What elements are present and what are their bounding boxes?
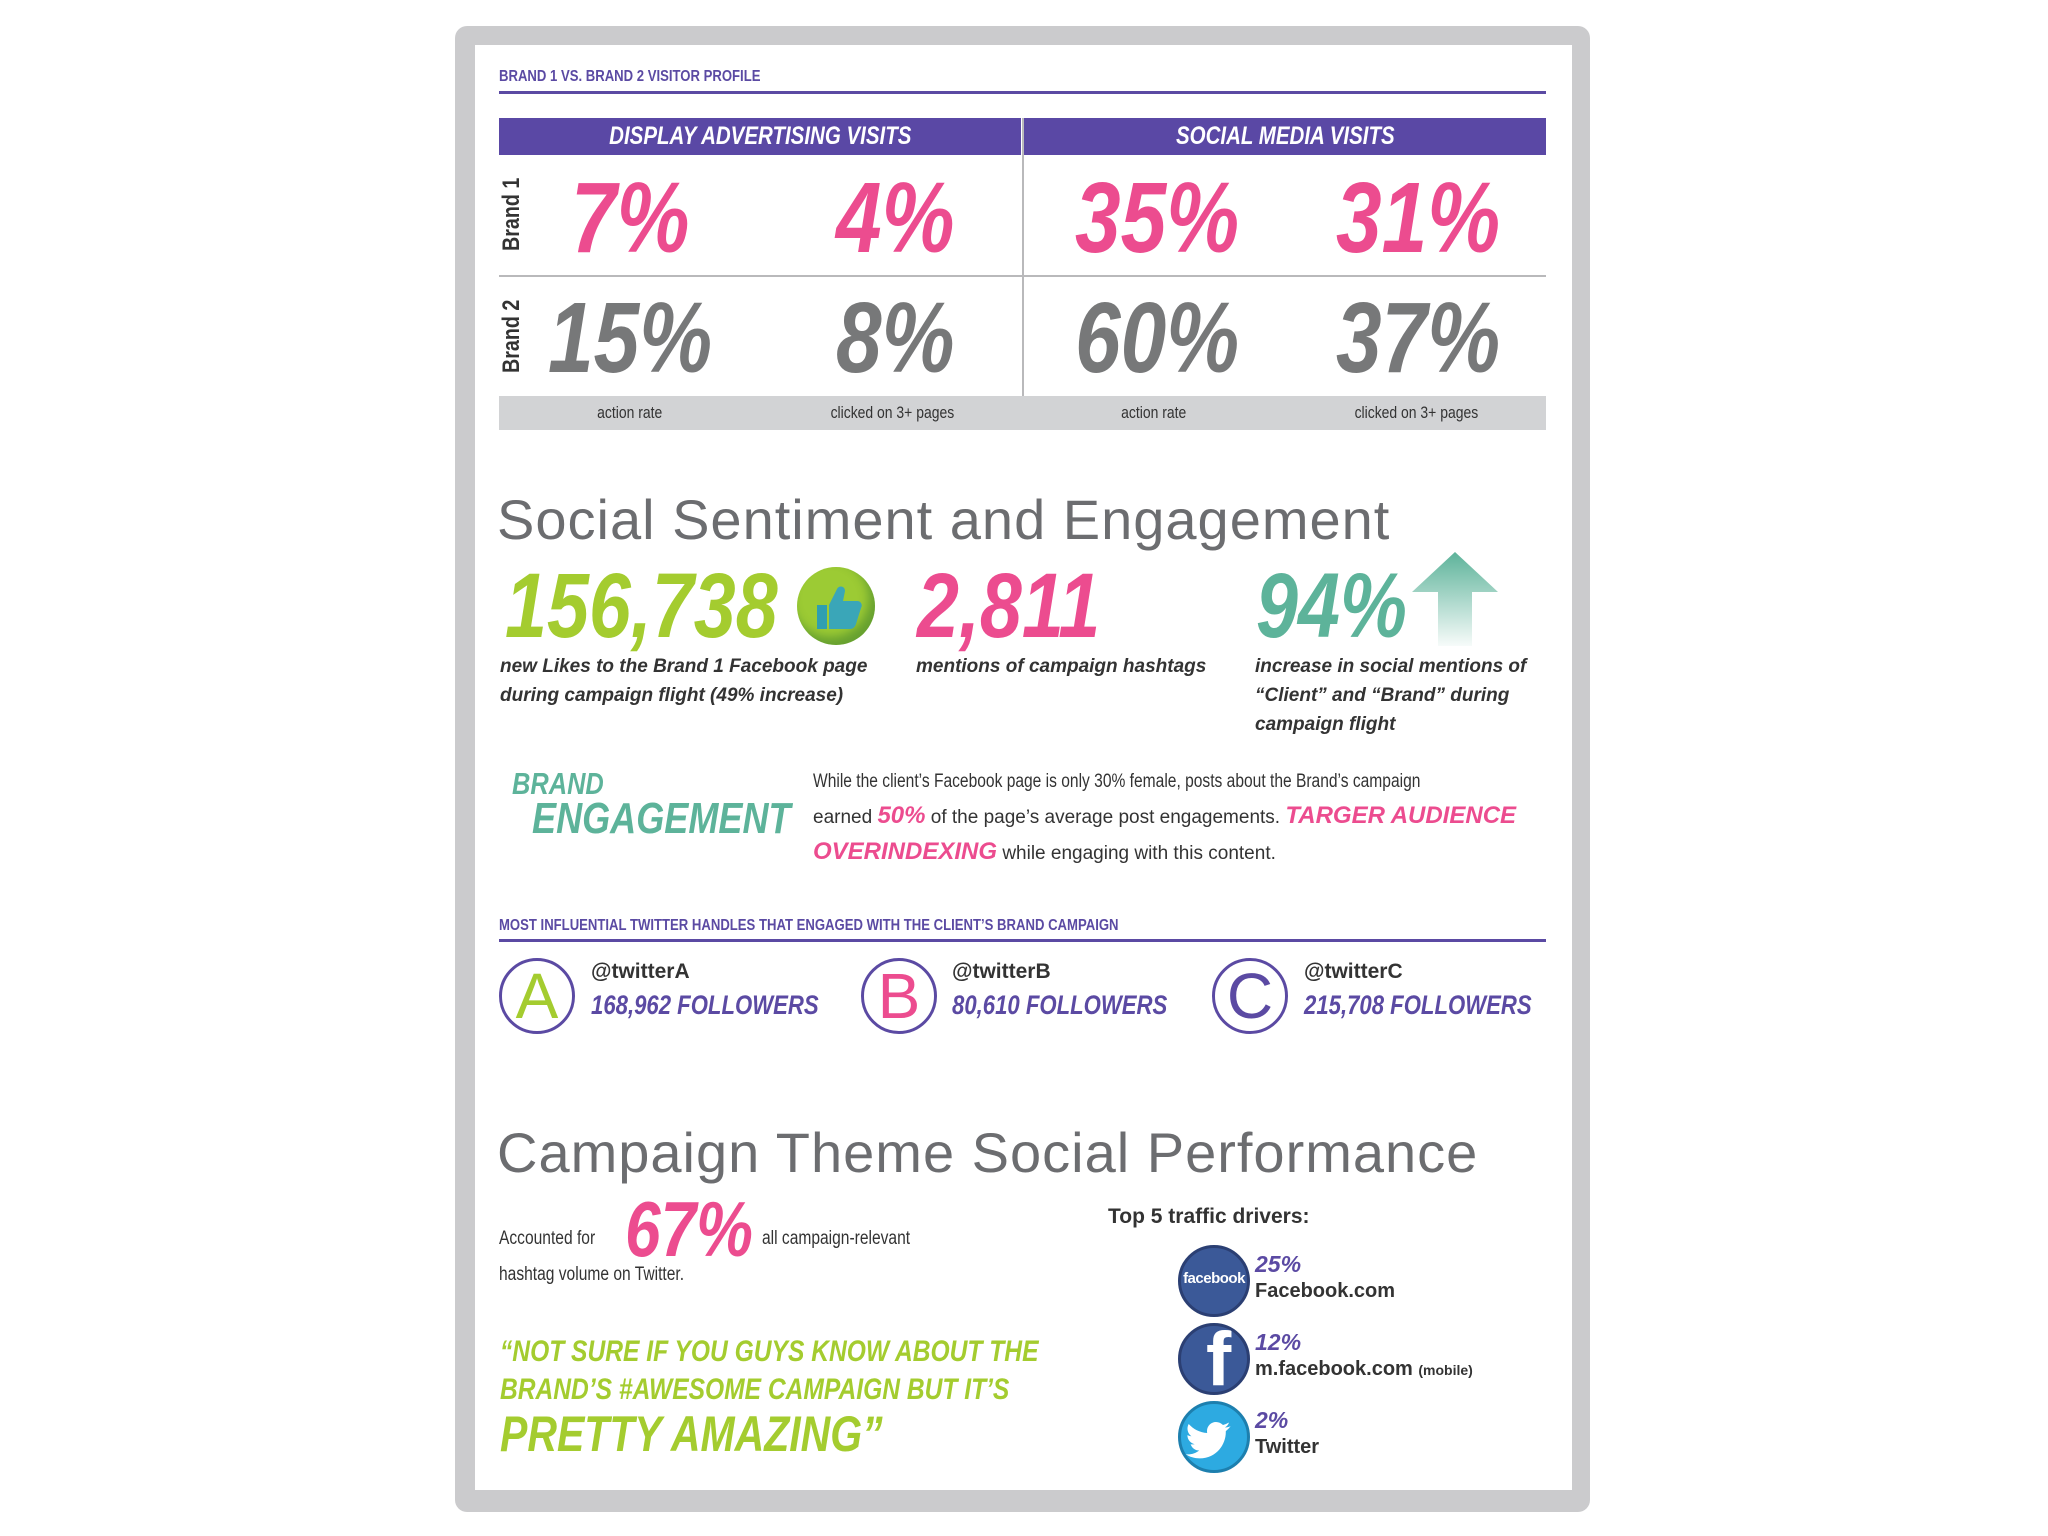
twitter-followers-c: 215,708 FOLLOWERS	[1304, 990, 1532, 1020]
brand-engagement-title-2: ENGAGEMENT	[532, 794, 791, 843]
thumbs-up-icon	[797, 567, 875, 645]
brand1-display-clicked: 4%	[835, 162, 955, 274]
twitter-handles-rule	[499, 939, 1546, 942]
brand2-row-label: Brand 2	[498, 299, 525, 373]
driver-facebook-name: Facebook.com	[1255, 1280, 1396, 1302]
driver-mfacebook-percent: 12%	[1255, 1329, 1302, 1355]
traffic-drivers-title: Top 5 traffic drivers:	[1108, 1205, 1310, 1228]
twitter-followers-a: 168,962 FOLLOWERS	[591, 990, 819, 1020]
likes-stat: 156,738	[505, 555, 778, 657]
increase-caption: increase in social mentions of “Client” and “Brand” during campaign flight	[1255, 656, 1527, 735]
twitter-handle-b: @twitterB	[952, 960, 1051, 983]
hashtags-caption: mentions of campaign hashtags	[916, 656, 1207, 677]
accounted-prefix: Accounted for	[499, 1228, 596, 1249]
quote-line-2: BRAND’S #AWESOME CAMPAIGN BUT IT’S	[500, 1373, 1010, 1406]
letter-a-badge: A	[499, 958, 575, 1034]
campaign-title: Campaign Theme Social Performance	[497, 1121, 1479, 1184]
brand2-display-clicked: 8%	[835, 282, 955, 394]
facebook-f-icon: f	[1178, 1323, 1250, 1395]
hashtags-stat: 2,811	[917, 555, 1101, 657]
sentiment-title: Social Sentiment and Engagement	[497, 488, 1391, 551]
footer-label-action-rate: action rate	[1121, 403, 1187, 422]
driver-mfacebook-name: m.facebook.com (mobile)	[1255, 1358, 1473, 1380]
letter-c-badge: C	[1212, 958, 1288, 1034]
accounted-percent: 67%	[625, 1185, 754, 1273]
brand1-social-clicked: 31%	[1335, 162, 1501, 274]
visitor-profile-rule	[499, 91, 1546, 94]
brand2-social-clicked: 37%	[1335, 282, 1501, 394]
letter-b-badge: B	[861, 958, 937, 1034]
facebook-logo-icon: facebook	[1178, 1245, 1250, 1317]
footer-label-clicked: clicked on 3+ pages	[830, 403, 954, 422]
brand1-social-action-rate: 35%	[1074, 162, 1240, 274]
quote-line-3: PRETTY AMAZING”	[500, 1406, 883, 1462]
brand-engagement-title-1: BRAND	[512, 766, 604, 801]
driver-twitter-percent: 2%	[1255, 1407, 1289, 1433]
brand1-row-label: Brand 1	[498, 177, 525, 251]
twitter-followers-b: 80,610 FOLLOWERS	[952, 990, 1168, 1020]
brand1-display-action-rate: 7%	[570, 162, 690, 274]
engagement-text: While the client’s Facebook page is only 30% female, posts about the Brand’s campaign earned 50% of the page’s average post engagements. TARGER AUDIENCE OVERINDEXING while engaging with this content.	[813, 771, 1517, 865]
social-media-header: SOCIAL MEDIA VISITS	[1024, 118, 1546, 155]
accounted-line-2: hashtag volume on Twitter.	[499, 1264, 685, 1285]
up-arrow-icon	[1412, 552, 1498, 646]
driver-facebook-percent: 25%	[1255, 1251, 1302, 1277]
row-divider	[499, 275, 1546, 277]
footer-label-action-rate: action rate	[597, 403, 663, 422]
likes-caption: new Likes to the Brand 1 Facebook page during campaign flight (49% increase)	[500, 656, 868, 706]
brand2-display-action-rate: 15%	[547, 282, 713, 394]
twitter-handles-label: MOST INFLUENTIAL TWITTER HANDLES THAT ENGAGED WITH THE CLIENT’S BRAND CAMPAIGN	[499, 917, 1119, 934]
quote-line-1: “NOT SURE IF YOU GUYS KNOW ABOUT THE	[500, 1335, 1039, 1368]
brand2-social-action-rate: 60%	[1074, 282, 1240, 394]
driver-twitter-name: Twitter	[1255, 1436, 1320, 1458]
increase-stat: 94%	[1256, 555, 1407, 657]
display-advertising-header: DISPLAY ADVERTISING VISITS	[499, 118, 1021, 155]
footer-label-clicked: clicked on 3+ pages	[1354, 403, 1478, 422]
twitter-handle-a: @twitterA	[591, 960, 690, 983]
twitter-bird-icon	[1178, 1401, 1250, 1473]
visitor-profile-label: BRAND 1 VS. BRAND 2 VISITOR PROFILE	[499, 68, 761, 85]
twitter-handle-c: @twitterC	[1304, 960, 1403, 983]
accounted-suffix: all campaign-relevant	[762, 1228, 911, 1249]
